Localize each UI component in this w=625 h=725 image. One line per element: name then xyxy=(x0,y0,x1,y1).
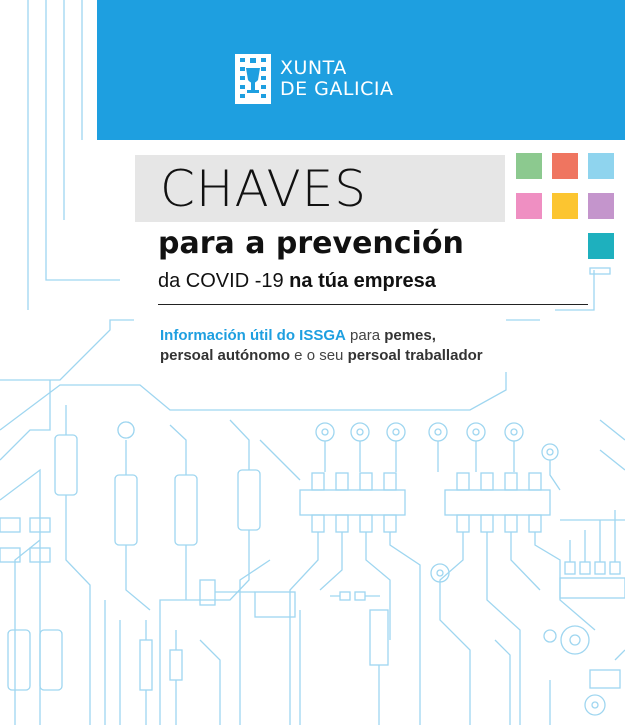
info-issga: Información útil do ISSGA xyxy=(160,327,346,344)
subtitle-bold: na túa empresa xyxy=(289,270,436,292)
info-autonomo: persoal autónomo xyxy=(160,347,291,364)
subtitle-line-1: para a prevención xyxy=(158,226,464,261)
info-traballador: persoal traballador xyxy=(347,347,483,364)
info-para: para xyxy=(345,327,385,344)
color-swatch-teal xyxy=(588,233,614,259)
xunta-logo xyxy=(235,54,393,104)
color-swatch-yellow xyxy=(552,193,578,219)
info-line-2 xyxy=(160,346,483,366)
galicia-coat-of-arms-icon xyxy=(235,54,271,104)
color-swatch-green xyxy=(516,153,542,179)
subtitle-prefix: da COVID -19 xyxy=(158,270,290,292)
page-title: CHAVES xyxy=(160,160,368,218)
logo-text xyxy=(280,58,393,100)
color-swatch-coral xyxy=(552,153,578,179)
color-swatch-light-blue xyxy=(588,153,614,179)
info-line-1 xyxy=(160,326,483,346)
color-swatch-lilac xyxy=(588,193,614,219)
info-text xyxy=(160,326,483,366)
color-swatch-pink xyxy=(516,193,542,219)
info-e-o-seu: e o seu xyxy=(290,347,348,364)
logo-line-1: XUNTA xyxy=(280,57,347,79)
subtitle-line-2 xyxy=(158,268,436,294)
logo-line-2: DE GALICIA xyxy=(280,78,394,100)
info-pemes: pemes, xyxy=(384,327,436,344)
title-divider xyxy=(158,304,588,305)
